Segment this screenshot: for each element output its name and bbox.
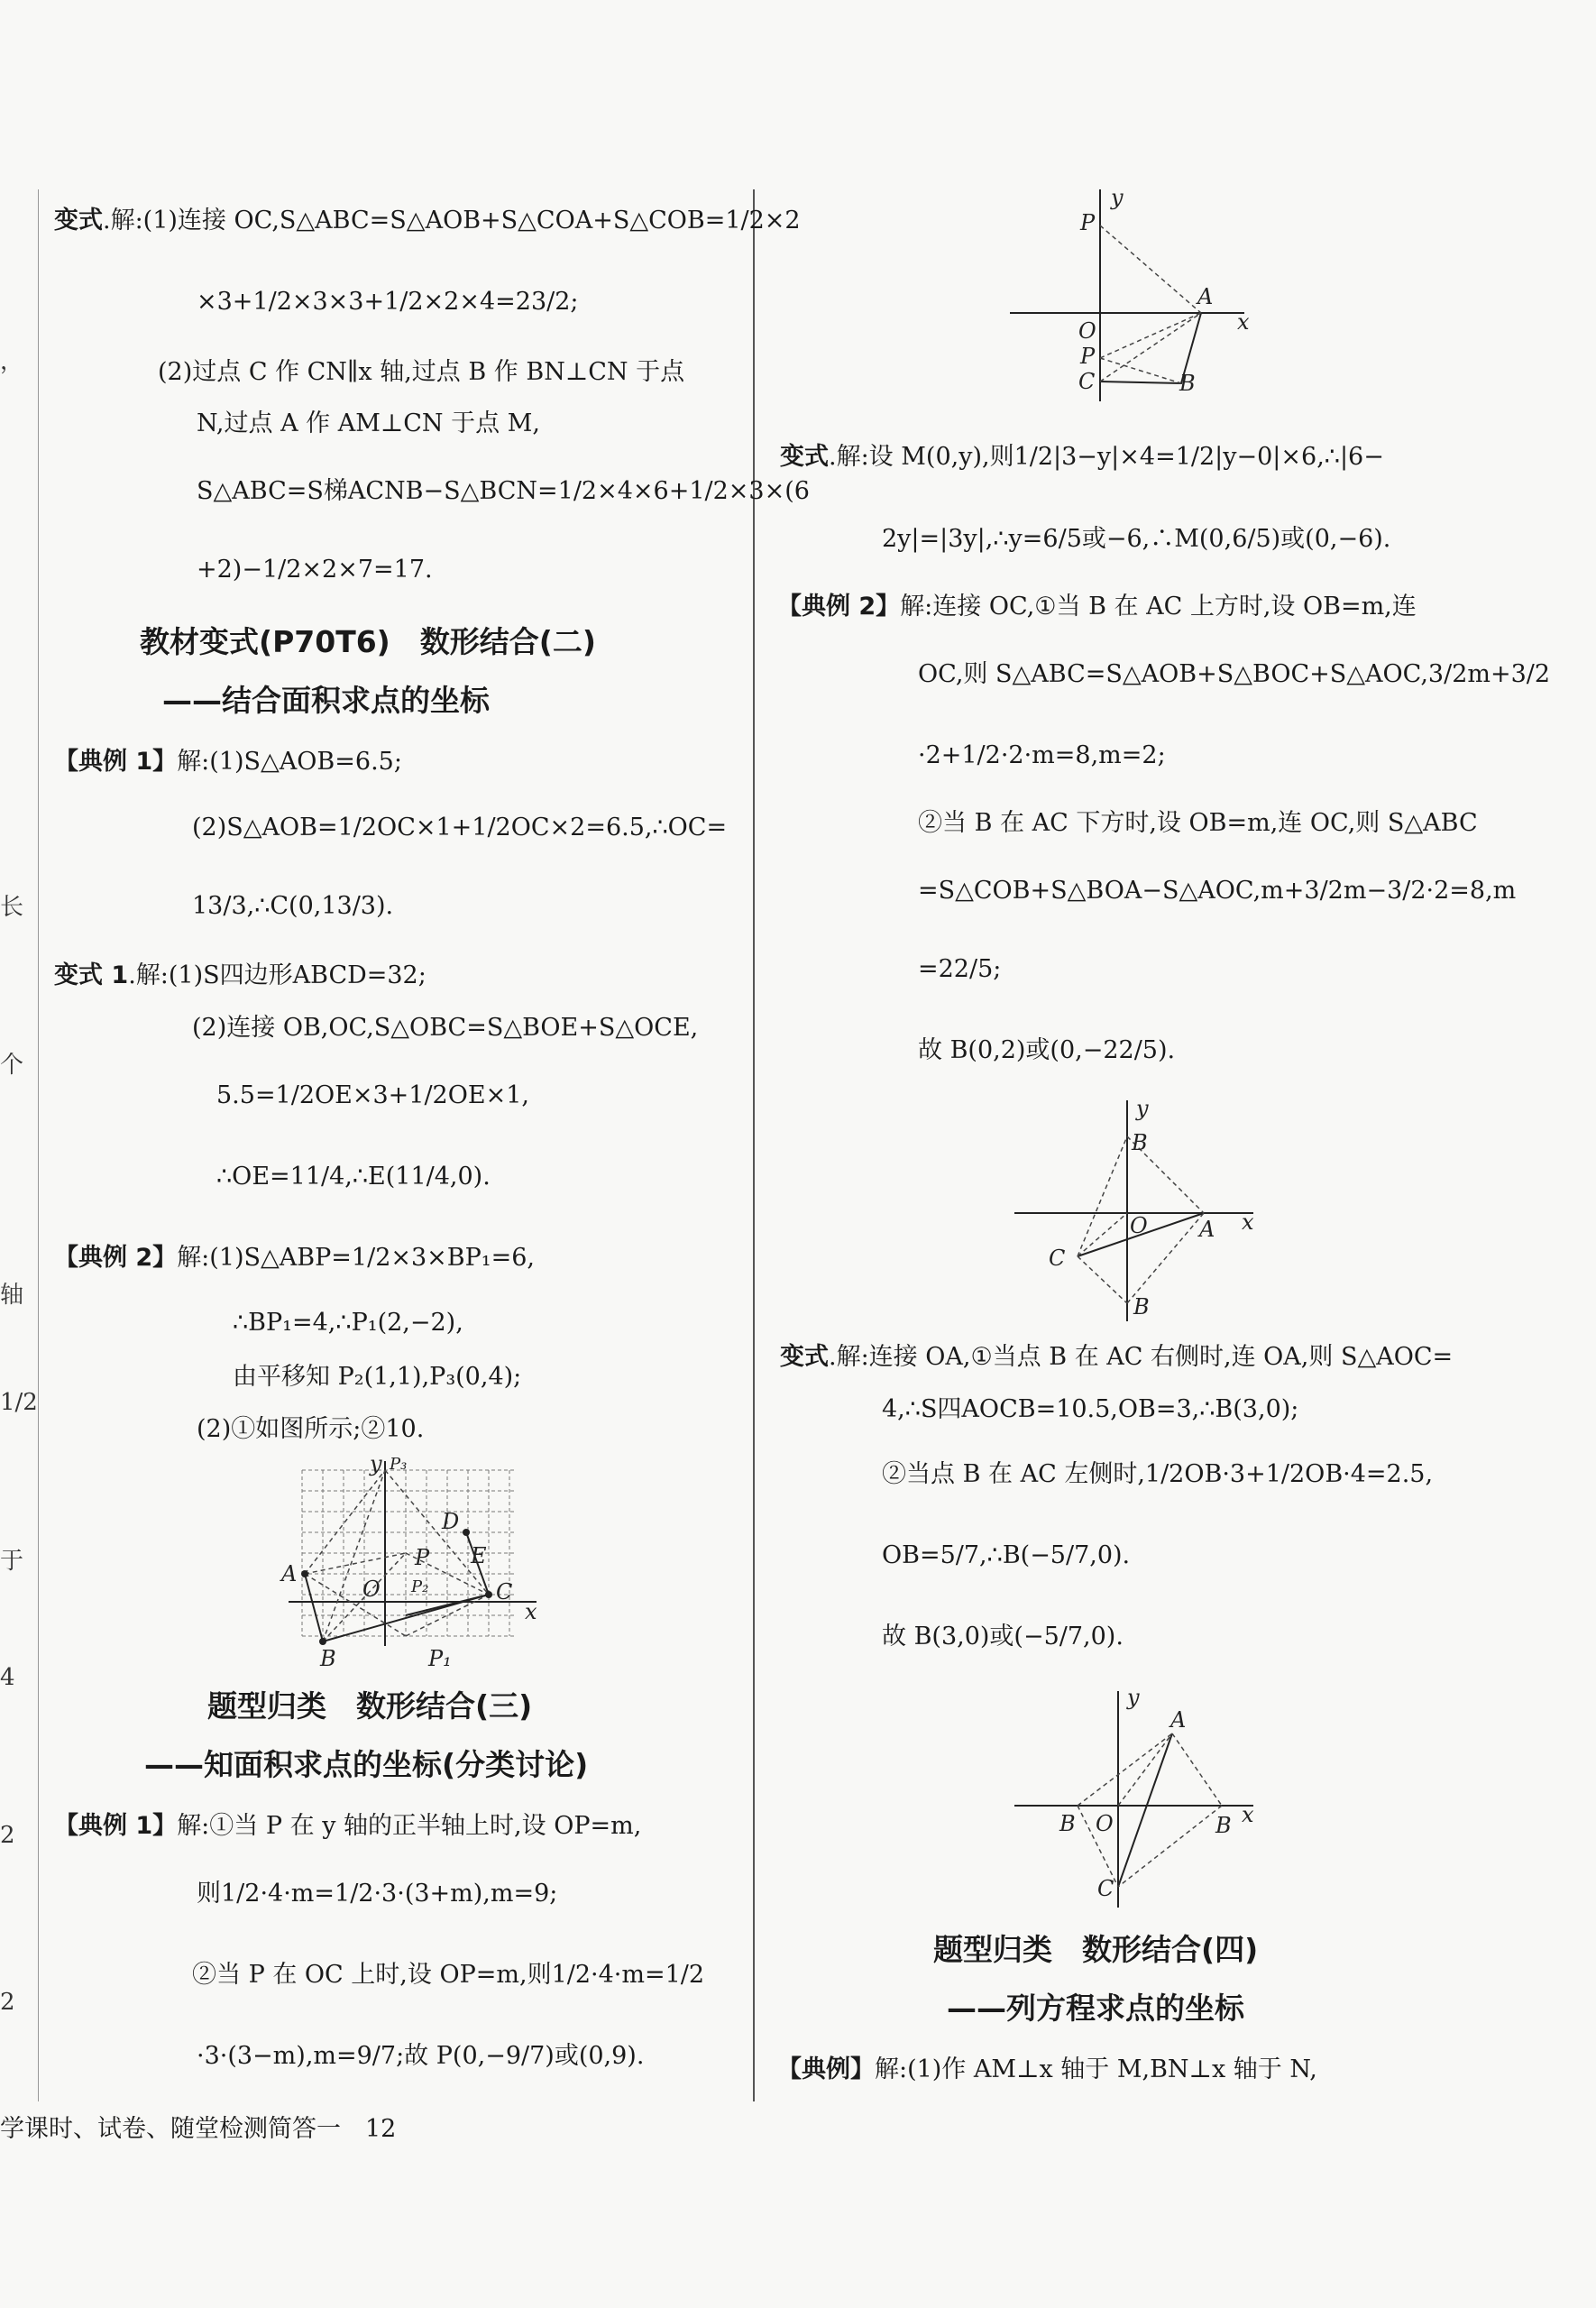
- text-line: (2)S△AOB=1/2OC×1+1/2OC×2=6.5,∴OC=: [192, 814, 728, 841]
- section-subtitle: ——列方程求点的坐标: [947, 1991, 1244, 2026]
- figure-2: [1005, 1096, 1276, 1330]
- text-line: 13/3,∴C(0,13/3).: [192, 892, 394, 920]
- section-title: 题型归类 数形结合(三): [207, 1688, 533, 1724]
- text-line: ②当点 B 在 AC 左侧时,1/2OB·3+1/2OB·4=2.5,: [882, 1460, 1434, 1488]
- fig3-label: A: [1170, 1707, 1187, 1733]
- text-line: 故 B(0,2)或(0,−22/5).: [918, 1036, 1176, 1064]
- text-line: =S△COB+S△BOA−S△AOC,m+3/2m−3/2·2=8,m: [918, 877, 1517, 905]
- text-line: ·2+1/2·2·m=8,m=2;: [918, 741, 1166, 769]
- text-line: 则1/2·4·m=1/2·3·(3+m),m=9;: [197, 1880, 558, 1908]
- text-line: 【典例 1】解:①当 P 在 y 轴的正半轴上时,设 OP=m,: [54, 1812, 642, 1840]
- text-line: 故 B(3,0)或(−5/7,0).: [882, 1623, 1124, 1651]
- fig1-label: B: [1179, 371, 1196, 396]
- grid-label: P₁: [428, 1646, 452, 1671]
- grid-label: y: [370, 1457, 382, 1476]
- text-line: (2)连接 OB,OC,S△OBC=S△BOE+S△OCE,: [192, 1014, 699, 1042]
- text-line: ∴BP₁=4,∴P₁(2,−2),: [233, 1309, 463, 1337]
- text-line: 【典例 1】解:(1)S△AOB=6.5;: [54, 748, 402, 776]
- edge-char: 轴: [0, 1282, 24, 1309]
- text-line: ·3·(3−m),m=9/7;故 P(0,−9/7)或(0,9).: [197, 2042, 645, 2070]
- text-line: ②当 P 在 OC 上时,设 OP=m,则1/2·4·m=1/2: [192, 1961, 705, 1989]
- section-subtitle: ——结合面积求点的坐标: [162, 683, 490, 718]
- text-line: N,过点 A 作 AM⊥CN 于点 M,: [197, 409, 540, 437]
- text-line: 【典例】解:(1)作 AM⊥x 轴于 M,BN⊥x 轴于 N,: [777, 2055, 1317, 2083]
- section-title: 题型归类 数形结合(四): [933, 1932, 1259, 1967]
- grid-label: E: [471, 1543, 487, 1568]
- grid-label: P: [415, 1545, 430, 1570]
- grid-label: A: [281, 1561, 298, 1586]
- figure-3: [1005, 1687, 1276, 1912]
- fig2-label: A: [1199, 1217, 1215, 1242]
- text-line: 5.5=1/2OE×3+1/2OE×1,: [216, 1081, 529, 1109]
- section-title: 教材变式(P70T6) 数形结合(二): [140, 624, 596, 659]
- text-line: ②当 B 在 AC 下方时,设 OB=m,连 OC,则 S△ABC: [918, 809, 1478, 837]
- edge-char: 4: [0, 1664, 15, 1691]
- grid-label: O: [362, 1577, 381, 1602]
- text-line: 【典例 2】解:连接 OC,①当 B 在 AC 上方时,设 OB=m,连: [777, 593, 1417, 621]
- fig1-label: A: [1197, 284, 1214, 309]
- text-line: 由平移知 P₂(1,1),P₃(0,4);: [233, 1363, 522, 1391]
- fig2-label: B: [1133, 1294, 1150, 1320]
- edge-char: 长: [0, 894, 24, 921]
- text-line: ×3+1/2×3×3+1/2×2×4=23/2;: [197, 288, 579, 316]
- text-line: =22/5;: [918, 955, 1002, 983]
- fig2-label: O: [1130, 1213, 1148, 1238]
- fig2-label: y: [1136, 1096, 1149, 1121]
- text-line: 2y|=|3y|,∴y=6/5或−6,∴M(0,6/5)或(0,−6).: [882, 525, 1391, 553]
- fig3-label: O: [1096, 1811, 1114, 1836]
- fig1-label: P: [1080, 344, 1096, 369]
- fig3-label: C: [1097, 1876, 1114, 1901]
- edge-char: 个: [0, 1052, 24, 1079]
- text-line: (2)过点 C 作 CN∥x 轴,过点 B 作 BN⊥CN 于点: [158, 358, 685, 386]
- grid-label: x: [525, 1599, 537, 1624]
- page-footer: 学课时、试卷、随堂检测简答一 12: [0, 2115, 397, 2143]
- edge-char: 2: [0, 1989, 15, 2016]
- edge-char: 1/2: [0, 1389, 38, 1416]
- grid-label: P₂: [411, 1577, 429, 1596]
- edge-char: 2: [0, 1822, 15, 1849]
- text-line: OB=5/7,∴B(−5/7,0).: [882, 1541, 1131, 1569]
- edge-char: 于: [0, 1548, 24, 1575]
- fig1-label: y: [1111, 185, 1124, 210]
- text-line: (2)①如图所示;②10.: [197, 1415, 425, 1443]
- fig1-label: O: [1078, 318, 1096, 344]
- fig1-label: x: [1237, 309, 1250, 335]
- fig3-label: B: [1215, 1813, 1232, 1838]
- text-line: ∴OE=11/4,∴E(11/4,0).: [216, 1163, 491, 1191]
- text-line: 变式 1.解:(1)S四边形ABCD=32;: [54, 961, 427, 989]
- fig3-label: B: [1059, 1811, 1076, 1836]
- text-line: +2)−1/2×2×7=17.: [197, 556, 433, 584]
- text-line: 变式.解:设 M(0,y),则1/2|3−y|×4=1/2|y−0|×6,∴|6−: [780, 443, 1384, 471]
- text-line: S△ABC=S梯ACNB−S△BCN=1/2×4×6+1/2×3×(6: [197, 477, 810, 505]
- fig3-label: x: [1242, 1802, 1254, 1827]
- text-line: OC,则 S△ABC=S△AOB+S△BOC+S△AOC,3/2m+3/2: [918, 660, 1551, 688]
- grid-label: P₃: [390, 1457, 408, 1474]
- grid-label: B: [320, 1646, 336, 1671]
- fig1-label: C: [1078, 369, 1096, 394]
- fig2-label: x: [1242, 1209, 1254, 1235]
- edge-char: ，: [0, 348, 24, 375]
- text-line: 4,∴S四AOCB=10.5,OB=3,∴B(3,0);: [882, 1395, 1299, 1423]
- text-line: 变式.解:(1)连接 OC,S△ABC=S△AOB+S△COA+S△COB=1/2×2: [54, 207, 801, 234]
- fig1-label: P: [1080, 210, 1096, 235]
- grid-label: C: [496, 1579, 513, 1605]
- fig2-label: B: [1132, 1130, 1148, 1155]
- grid-figure: [280, 1457, 550, 1682]
- grid-label: D: [442, 1509, 460, 1534]
- text-line: 【典例 2】解:(1)S△ABP=1/2×3×BP₁=6,: [54, 1244, 536, 1272]
- section-subtitle: ——知面积求点的坐标(分类讨论): [144, 1747, 589, 1782]
- figure-1: [1001, 185, 1271, 410]
- left-margin-rule: [38, 189, 39, 2101]
- text-line: 变式.解:连接 OA,①当点 B 在 AC 右侧时,连 OA,则 S△AOC=: [780, 1343, 1454, 1371]
- fig3-label: y: [1127, 1687, 1140, 1710]
- fig2-label: C: [1049, 1246, 1066, 1271]
